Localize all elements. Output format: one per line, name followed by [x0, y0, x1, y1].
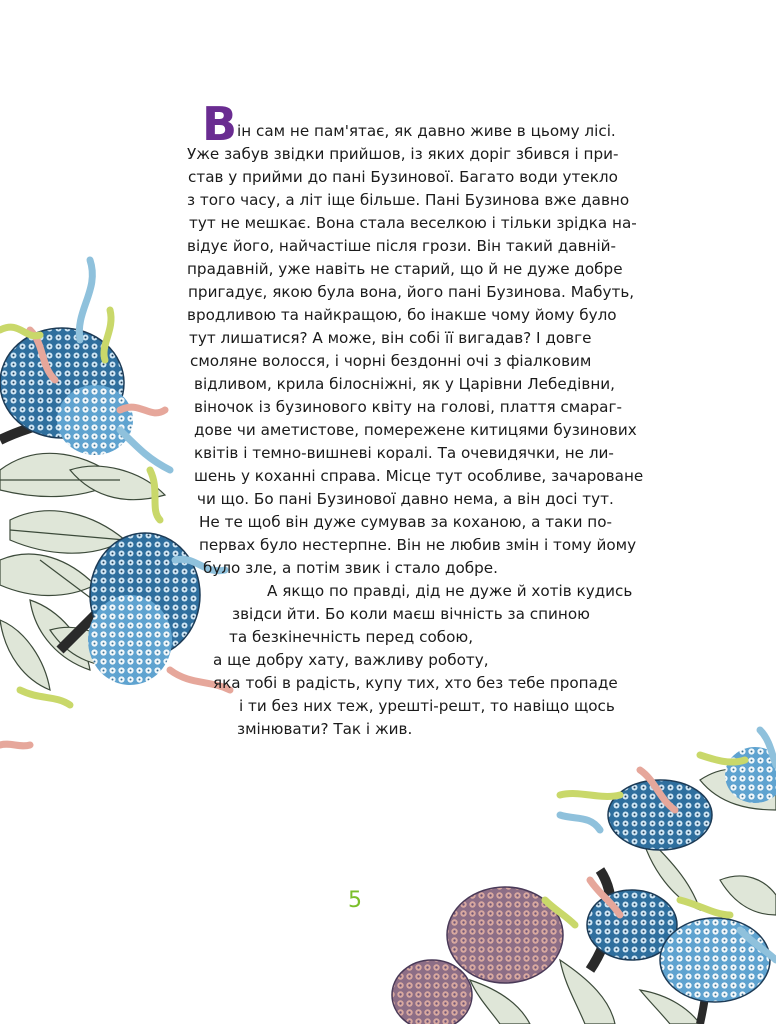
text-line: смоляне волосся, і чорні бездонні очі з фіалковим	[190, 352, 592, 370]
text-line: став у прийми до пані Бузинової. Багато води утекло	[188, 168, 618, 186]
text-line: пригадує, якою була вона, його пані Бузинова. Мабуть,	[188, 283, 635, 301]
text-line: з того часу, а літ іще більше. Пані Бузинова вже давно	[187, 191, 630, 209]
text-line: відливом, крила білосніжні, як у Царівни Лебедівни,	[194, 375, 615, 393]
text-line: віночок із бузинового квіту на голові, плаття смараг-	[194, 398, 622, 416]
right-flower-group	[392, 730, 776, 1024]
text-line: відує його, найчастіше після грози. Він такий давній-	[187, 237, 617, 255]
text-line: змінювати? Так і жив.	[237, 720, 413, 738]
drop-cap-letter: В	[202, 97, 238, 151]
text-line: яка тобі в радість, купу тих, хто без тебе пропаде	[213, 674, 618, 692]
text-line: тут лишатися? А може, він собі її вигадав? І довге	[189, 329, 592, 347]
text-line: квітів і темно-вишневі коралі. Та очевидячки, не ли-	[194, 444, 614, 462]
text-line: Уже забув звідки прийшов, із яких доріг збився і при-	[187, 145, 619, 163]
text-line: Не те щоб він дуже сумував за коханою, а таки по-	[199, 513, 612, 531]
text-line: ін сам не пам'ятає, як давно живе в цьому лісі.	[237, 122, 616, 140]
text-line: вродливою та найкращою, бо інакше чому йому було	[187, 306, 617, 324]
text-line: чи що. Бо пані Бузинової давно нема, а він досі тут.	[197, 490, 614, 508]
text-line: шень у коханні справа. Місце тут особливе, зачароване	[194, 467, 644, 485]
text-line: було зле, а потім звик і стало добре.	[203, 559, 498, 577]
text-line: первах було нестерпне. Він не любив змін і тому йому	[199, 536, 637, 554]
text-line: тут не мешкає. Вона стала веселкою і тільки зрідка на-	[189, 214, 637, 232]
text-line: та безкінечність перед собою,	[229, 628, 474, 646]
text-line: прадавній, уже навіть не старий, що й не дуже добре	[187, 260, 623, 278]
text-line: а ще добру хату, важливу роботу,	[213, 651, 489, 669]
text-line: А якщо по правді, дід не дуже й хотів кудись	[267, 582, 633, 600]
page-number: 5	[348, 888, 362, 913]
text-line: і ти без них теж, урешті-решт, то навіщо щось	[239, 697, 615, 715]
text-line: звідси йти. Бо коли маєш вічність за спиною	[232, 605, 590, 623]
text-line: дове чи аметистове, помережене китицями бузинових	[194, 421, 637, 439]
